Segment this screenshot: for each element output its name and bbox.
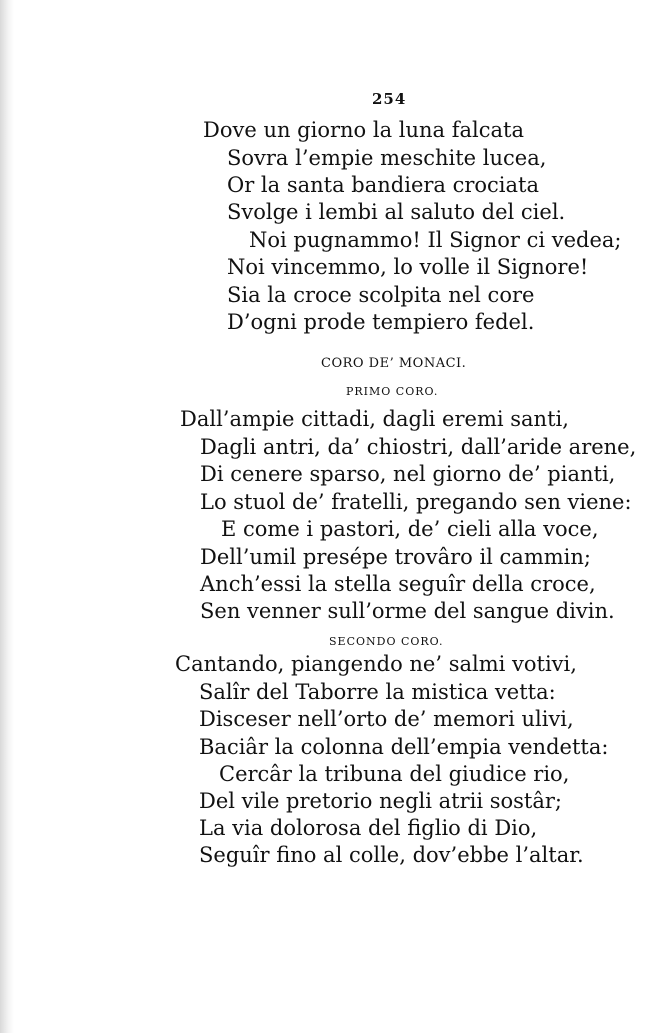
- verse-line: Lo stuol de’ fratelli, pregando sen viene:: [200, 490, 632, 514]
- page-number: 254: [372, 90, 407, 108]
- verse-line: Svolge i lembi al saluto del ciel.: [227, 200, 566, 224]
- verse-line: Sen venner sull’orme del sangue divin.: [200, 599, 615, 623]
- verse-line: Or la santa bandiera crociata: [227, 173, 540, 197]
- verse-line: Dove un giorno la luna falcata: [203, 118, 524, 142]
- verse-line: La via dolorosa del figlio di Dio,: [199, 816, 538, 840]
- section-subheading: PRIMO CORO.: [346, 385, 439, 398]
- verse-line: Dagli antri, da’ chiostri, dall’aride arene,: [200, 435, 637, 459]
- verse-line: Dall’ampie cittadi, dagli eremi santi,: [180, 407, 569, 431]
- section-heading: CORO DE’ MONACI.: [321, 356, 467, 371]
- verse-line: Baciâr la colonna dell’empia vendetta:: [199, 735, 609, 759]
- verse-line: Del vile pretorio negli atrii sostâr;: [199, 789, 562, 813]
- verse-line: Anch’essi la stella seguîr della croce,: [200, 572, 596, 596]
- verse-line: Sia la croce scolpita nel core: [227, 283, 535, 307]
- verse-line: Di cenere sparso, nel giorno de’ pianti,: [200, 462, 616, 486]
- verse-line: Cantando, piangendo ne’ salmi votivi,: [175, 652, 577, 676]
- verse-line: E come i pastori, de’ cieli alla voce,: [221, 517, 599, 541]
- verse-line: Dell’umil presépe trovâro il cammin;: [200, 545, 591, 569]
- verse-line: Sovra l’empie meschite lucea,: [227, 146, 547, 170]
- page-edge-shadow: [0, 0, 14, 1033]
- verse-line: Salîr del Taborre la mistica vetta:: [199, 680, 556, 704]
- verse-line: Seguîr fino al colle, dov’ebbe l’altar.: [199, 843, 584, 867]
- verse-line: Cercâr la tribuna del giudice rio,: [219, 762, 570, 786]
- verse-line: Noi vincemmo, lo volle il Signore!: [227, 255, 589, 279]
- verse-line: D’ogni prode tempiero fedel.: [227, 310, 535, 334]
- verse-line: Noi pugnammo! Il Signor ci vedea;: [249, 228, 622, 252]
- verse-line: Disceser nell’orto de’ memori ulivi,: [199, 707, 574, 731]
- section-subheading: SECONDO CORO.: [329, 635, 444, 648]
